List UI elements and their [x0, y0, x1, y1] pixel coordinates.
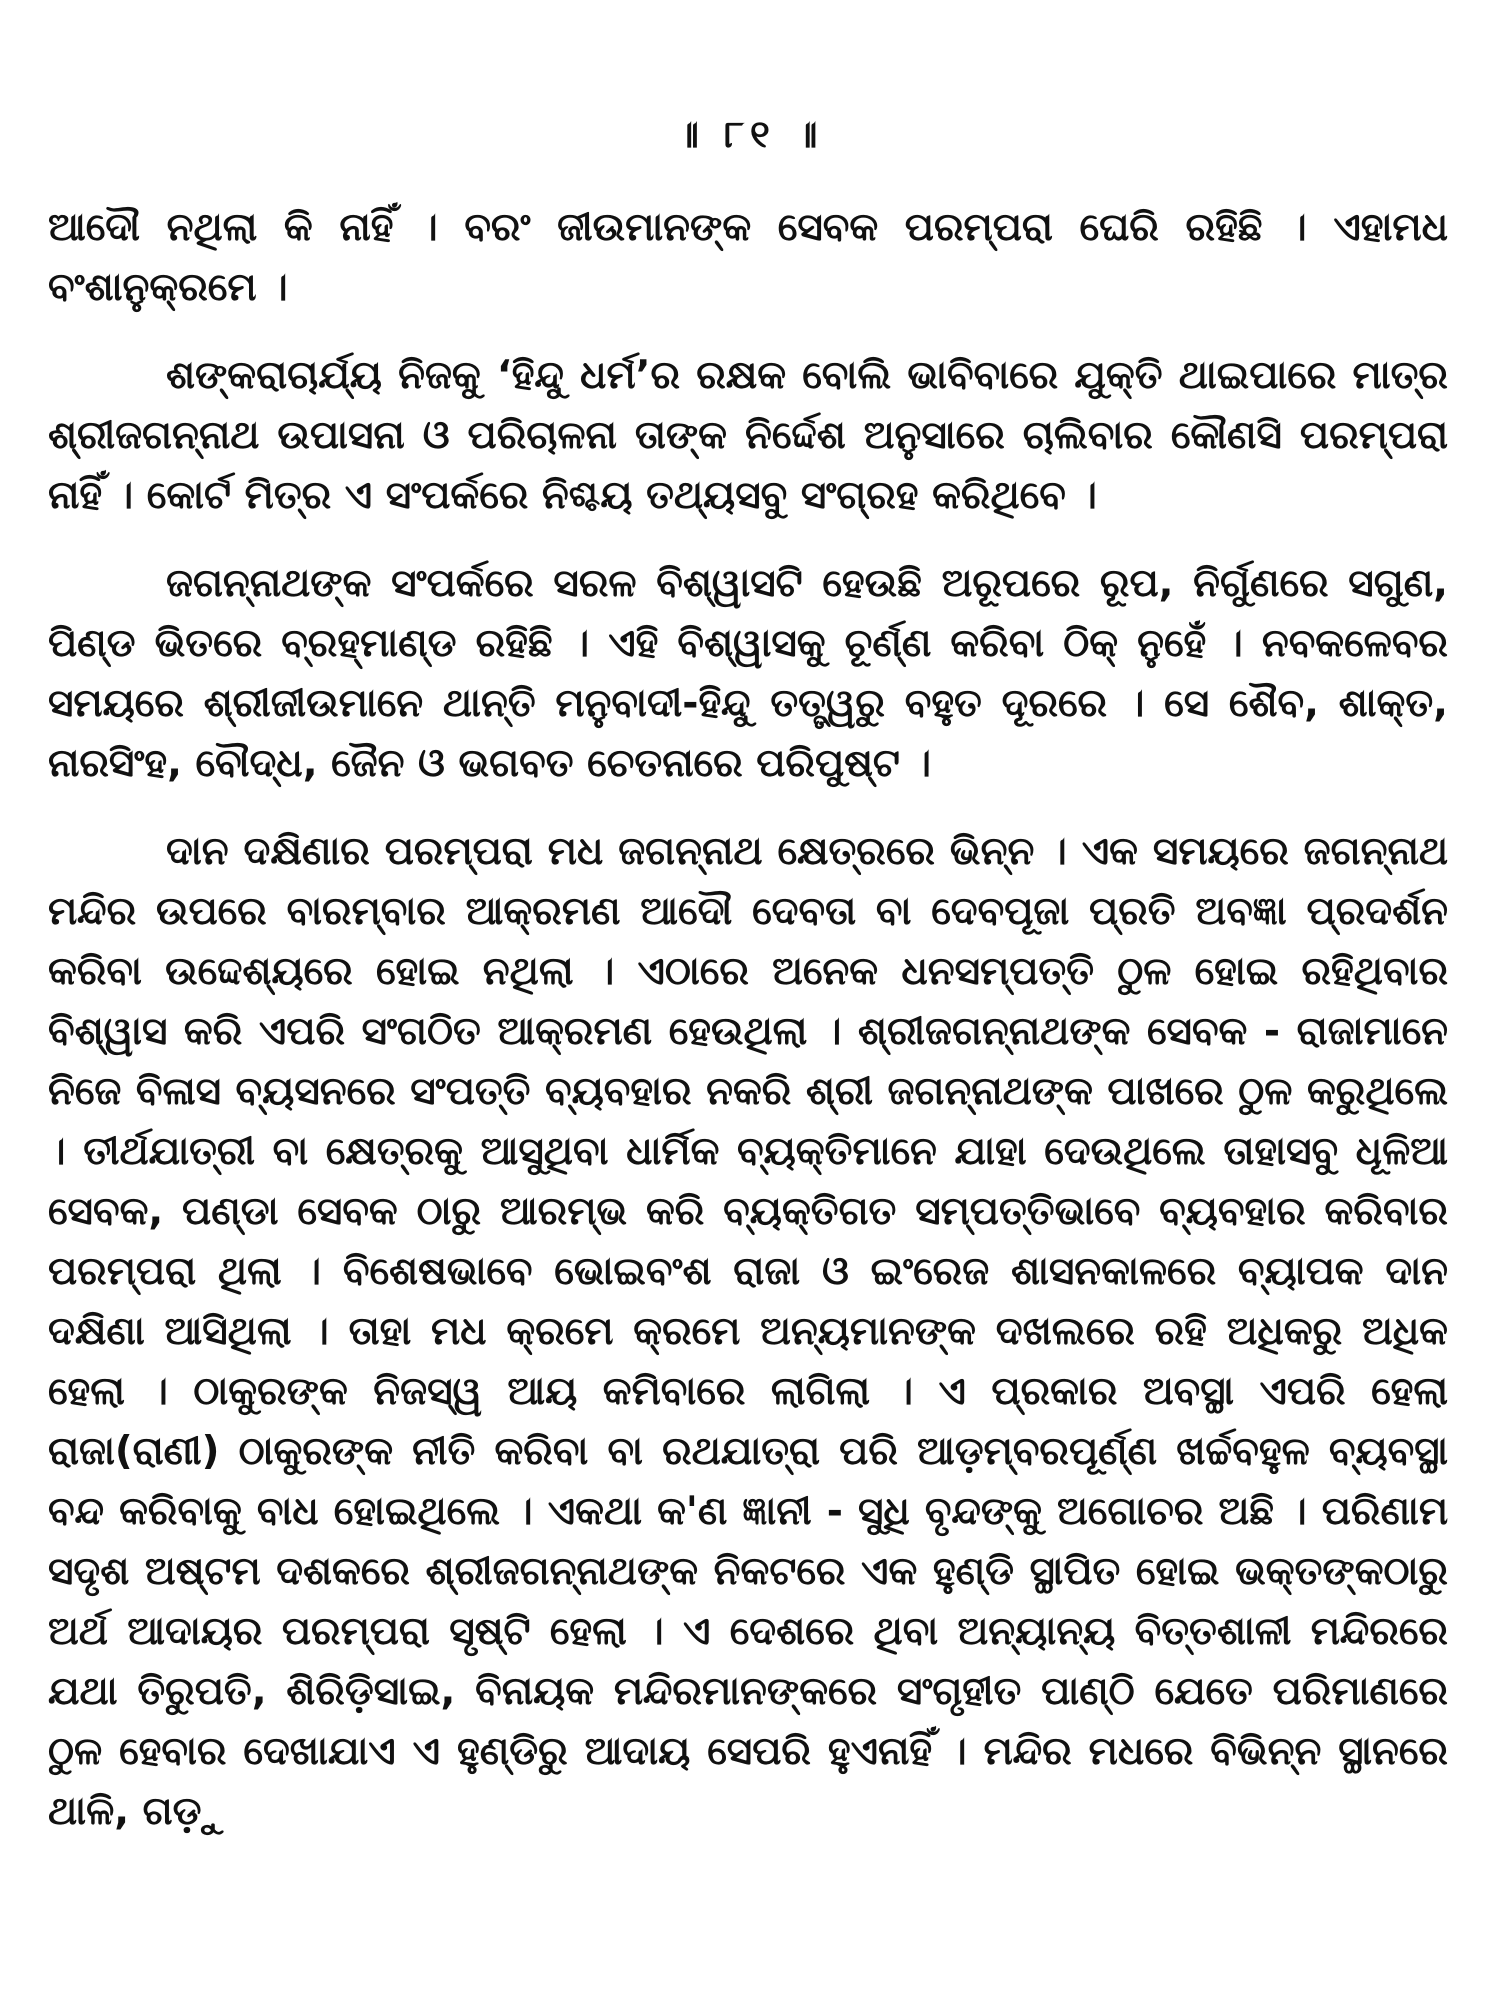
- paragraph-donation-tradition: ଦାନ ଦକ୍ଷିଣାର ପରମ୍ପରା ମଧ ଜଗନ୍ନାଥ କ୍ଷେତ୍ରରେ ଭିନ୍ନ । ଏକ ସମୟରେ ଜଗନ୍ନାଥ ମନ୍ଦିର ଉପରେ ବାରମ୍ବାର ଆକ୍ରମଣ ଆଦୌ ଦେବତା ବା ଦେବପୂଜା ପ୍ରତି ଅବଜ୍ଞା ପ୍ରଦର୍ଶନ କରିବା ଉଦ୍ଦେଶ୍ୟରେ ହୋଇ ନଥିଲା । ଏଠାରେ ଅନେକ ଧନସମ୍ପତ୍ତି ଠୁଳ ହୋଇ ରହିଥିବାର ବିଶ୍ୱାସ କରି ଏପରି ସଂଗଠିତ ଆକ୍ରମଣ ହେଉଥିଲା । ଶ୍ରୀଜଗନ୍ନାଥଙ୍କ ସେବକ - ରାଜାମାନେ ନିଜେ ବିଳାସ ବ୍ୟସନରେ ସଂପତ୍ତି ବ୍ୟବହାର ନକରି ଶ୍ରୀ ଜଗନ୍ନାଥଙ୍କ ପାଖରେ ଠୁଳ କରୁଥିଲେ । ତୀର୍ଥଯାତ୍ରୀ ବା କ୍ଷେତ୍ରକୁ ଆସୁଥିବା ଧାର୍ମିକ ବ୍ୟକ୍ତିମାନେ ଯାହା ଦେଉଥିଲେ ତାହାସବୁ ଧୂଳିଆ ସେବକ, ପଣ୍ଡା ସେବକ ଠାରୁ ଆରମ୍ଭ କରି ବ୍ୟକ୍ତିଗତ ସମ୍ପତ୍ତିଭାବେ ବ୍ୟବହାର କରିବାର ପରମ୍ପରା ଥିଲା । ବିଶେଷଭାବେ ଭୋଇବଂଶ ରାଜା ଓ ଇଂରେଜ ଶାସନକାଳରେ ବ୍ୟାପକ ଦାନ ଦକ୍ଷିଣା ଆସିଥିଲା । ତାହା ମଧ କ୍ରମେ କ୍ରମେ ଅନ୍ୟମାନଙ୍କ ଦଖଲରେ ରହି ଅଧିକରୁ ଅଧିକ ହେଲା । ଠାକୁରଙ୍କ ନିଜସ୍ୱ ଆୟ କମିବାରେ ଲାଗିଲା । ଏ ପ୍ରକାର ଅବସ୍ଥା ଏପରି ହେଲା ରାଜା(ରାଣୀ) ଠାକୁରଙ୍କ ନୀତି କରିବା ବା ରଥଯାତ୍ରା ପରି ଆଡ଼ମ୍ବରପୂର୍ଣ୍ଣ ଖର୍ଚ୍ଚବହୁଳ ବ୍ୟବସ୍ଥା ବନ୍ଦ କରିବାକୁ ବାଧ ହୋଇଥିଲେ । ଏକଥା କ'ଣ ଜ୍ଞାନୀ - ସୁଧି ବୃନ୍ଦଙ୍କୁ ଅଗୋଚର ଅଛି । ପରିଣାମ ସଦୃଶ ଅଷ୍ଟମ ଦଶକରେ ଶ୍ରୀଜଗନ୍ନାଥଙ୍କ ନିକଟରେ ଏକ ହୁଣ୍ଡି ସ୍ଥାପିତ ହୋଇ ଭକ୍ତଙ୍କଠାରୁ ଅର୍ଥ ଆଦାୟର ପରମ୍ପରା ସୃଷ୍ଟି ହେଲା । ଏ ଦେଶରେ ଥିବା ଅନ୍ୟାନ୍ୟ ବିତ୍ତଶାଳୀ ମନ୍ଦିରରେ ଯଥା ତିରୁପତି, ଶିରିଡ଼ିସାଇ, ବିନାୟକ ମନ୍ଦିରମାନଙ୍କରେ ସଂଗୃହୀତ ପାଣ୍ଠି ଯେତେ ପରିମାଣରେ ଠୁଳ ହେବାର ଦେଖାଯାଏ ଏ ହୁଣ୍ଡିରୁ ଆଦାୟ ସେପରି ହୁଏନାହିଁ । ମନ୍ଦିର ମଧରେ ବିଭିନ୍ନ ସ୍ଥାନରେ ଥାଳି, ଗଡ଼ୁ: [48, 829, 1448, 1834]
- page-number: ॥ ୮୧ ॥: [676, 112, 824, 156]
- page-body: [48, 198, 1448, 1870]
- paragraph-jagannath-belief: ଜଗନ୍ନାଥଙ୍କ ସଂପର୍କରେ ସରଳ ବିଶ୍ୱାସଟି ହେଉଛି ଅରୂପରେ ରୂପ, ନିର୍ଗୁଣରେ ସଗୁଣ, ପିଣ୍ଡ ଭିତରେ ବ୍ରହ୍ମାଣ୍ଡ ରହିଛି । ଏହି ବିଶ୍ୱାସକୁ ଚୂର୍ଣ୍ଣ କରିବା ଠିକ୍ ନୁହେଁ । ନବକଳେବର ସମୟରେ ଶ୍ରୀଜୀଉମାନେ ଥାନ୍ତି ମନୁବାଦୀ-ହିନ୍ଦୁ ତତ୍ତ୍ୱରୁ ବହୁତ ଦୂରରେ । ସେ ଶୈବ, ଶାକ୍ତ, ନାରସିଂହ, ବୌଦ୍ଧ, ଜୈନ ଓ ଭଗବତ ଚେତନାରେ ପରିପୁଷ୍ଟ ।: [48, 561, 1448, 786]
- paragraph-continuation: ଆଦୌ ନଥିଲା କି ନାହିଁ । ବରଂ ଜୀଉମାନଙ୍କ ସେବକ ପରମ୍ପରା ଘେରି ରହିଛି । ଏହାମଧ ବଂଶାନୁକ୍ରମେ ।: [48, 205, 1448, 310]
- paragraph-shankaracharya: ଶଙ୍କରାଚାର୍ଯ୍ୟ ନିଜକୁ ‘ହିନ୍ଦୁ ଧର୍ମ’ର ରକ୍ଷକ ବୋଲି ଭାବିବାରେ ଯୁକ୍ତି ଥାଇପାରେ ମାତ୍ର ଶ୍ରୀଜଗନ୍ନାଥ ଉପାସନା ଓ ପରିଚାଳନା ତାଙ୍କ ନିର୍ଦ୍ଦେଶ ଅନୁସାରେ ଚାଲିବାର କୌଣସି ପରମ୍ପରା ନାହିଁ । କୋର୍ଟ ମିତ୍ର ଏ ସଂପର୍କରେ ନିଶ୍ଚୟ ତଥ୍ୟସବୁ ସଂଗ୍ରହ କରିଥିବେ ।: [48, 353, 1448, 518]
